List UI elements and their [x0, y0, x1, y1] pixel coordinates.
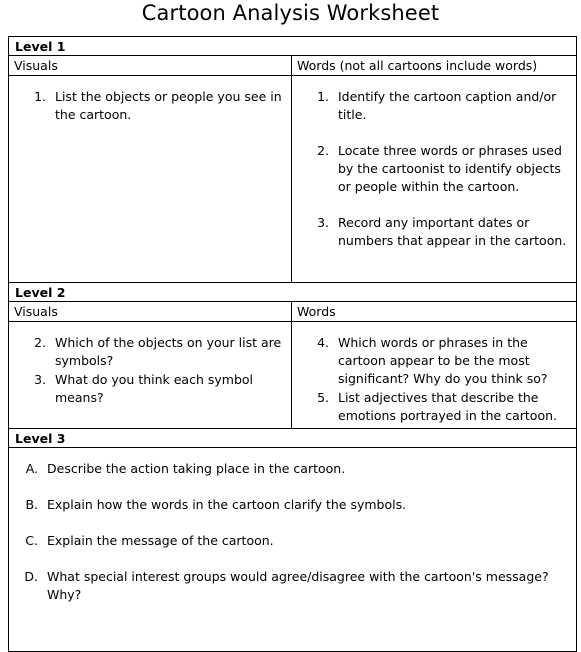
level-3-body	[9, 448, 576, 651]
level-1-visuals-header: Visuals	[9, 56, 292, 75]
list-item	[292, 214, 576, 250]
level-1-visuals-cell	[9, 76, 292, 282]
level-2-words-header: Words	[297, 304, 336, 319]
item-number: A.	[25, 461, 38, 476]
item-text: Record any important dates or numbers that appear in the cartoon.	[338, 215, 567, 248]
level-2-column-headers	[9, 302, 576, 322]
item-text: Which words or phrases in the cartoon appear to be the most significant? Why do you think so?	[338, 335, 548, 386]
list-item	[292, 389, 576, 425]
item-number: B.	[25, 497, 38, 512]
item-number: D.	[24, 569, 38, 584]
list-item	[9, 334, 291, 370]
list-item	[292, 142, 576, 196]
level-2-heading: Level 2	[9, 283, 576, 302]
level-2-words-cell	[292, 322, 576, 428]
level-1-body	[9, 76, 576, 283]
item-number: 1.	[34, 89, 46, 104]
level-1-words-header: Words (not all cartoons include words)	[297, 58, 538, 73]
level-1-words-cell	[292, 76, 576, 282]
item-text: Describe the action taking place in the cartoon.	[47, 461, 346, 476]
list-item	[9, 568, 576, 604]
item-number: 3.	[317, 215, 329, 230]
list-item	[9, 532, 576, 550]
item-text: Locate three words or phrases used by the cartoonist to identify objects or people within the cartoon.	[338, 143, 562, 194]
page-title: Cartoon Analysis Worksheet	[141, 1, 440, 25]
item-number: 3.	[34, 372, 46, 387]
list-item	[9, 460, 576, 478]
item-number: 2.	[34, 335, 46, 350]
list-item	[9, 88, 291, 124]
level-3-heading: Level 3	[9, 429, 576, 448]
list-item	[9, 496, 576, 514]
item-number: 2.	[317, 143, 329, 158]
item-text: List adjectives that describe the emotions portrayed in the cartoon.	[338, 390, 557, 423]
item-number: C.	[25, 533, 38, 548]
list-item	[292, 88, 576, 124]
list-item	[9, 371, 291, 407]
level-2-body	[9, 322, 576, 429]
level-1-heading: Level 1	[9, 37, 576, 56]
level-1-column-headers	[9, 56, 576, 76]
list-item	[292, 334, 576, 388]
item-text: Identify the cartoon caption and/or title.	[338, 89, 557, 122]
item-text: Explain how the words in the cartoon clarify the symbols.	[47, 497, 407, 512]
item-text: Explain the message of the cartoon.	[47, 533, 274, 548]
item-text: List the objects or people you see in the cartoon.	[55, 89, 282, 122]
item-number: 4.	[317, 335, 329, 350]
item-number: 1.	[317, 89, 329, 104]
level-2-visuals-cell	[9, 322, 292, 428]
item-text: What do you think each symbol means?	[55, 372, 254, 405]
worksheet-table	[8, 36, 577, 652]
level-2-visuals-header: Visuals	[9, 302, 292, 321]
item-number: 5.	[317, 390, 329, 405]
item-text: Which of the objects on your list are symbols?	[55, 335, 282, 368]
item-text: What special interest groups would agree/disagree with the cartoon's message? Why?	[47, 569, 549, 602]
